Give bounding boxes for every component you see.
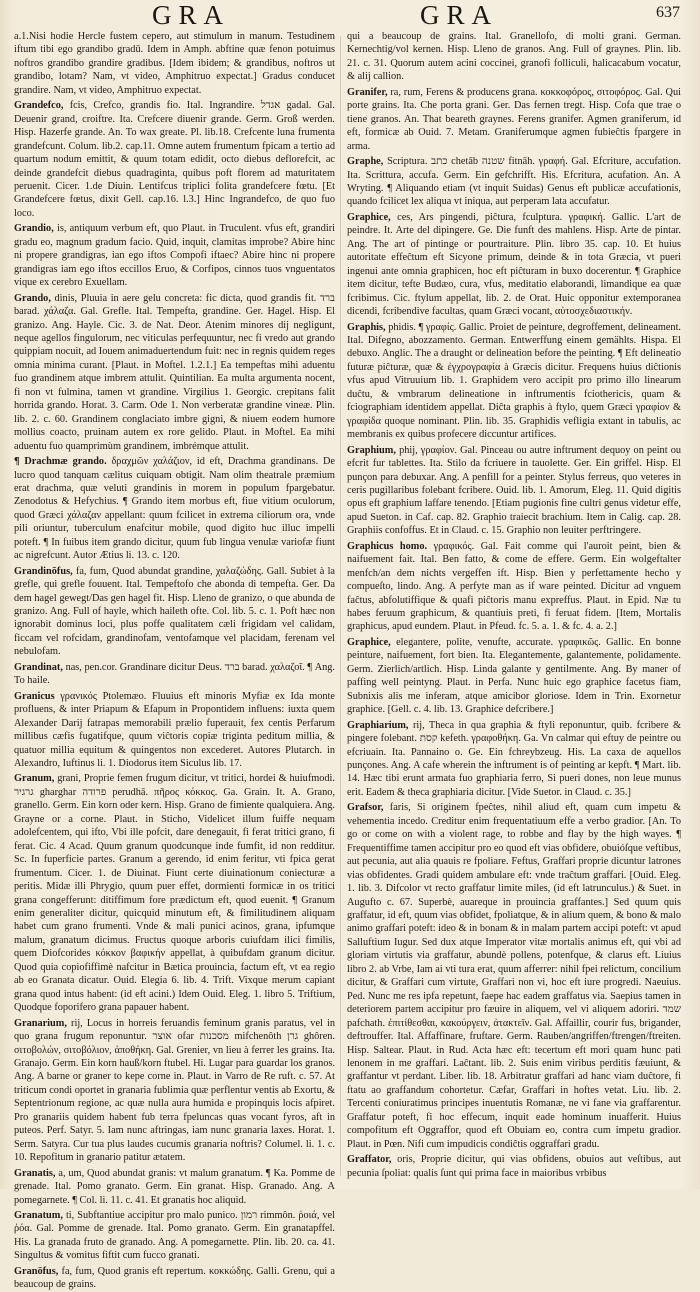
entry-text: a.1.Nisi hodie Hercle fustem cepero, aut stimulum in manum. Testudinem iftum tibi ego grandibo gradū. Idem in Amph. abftine quæ fenon potuimus noftros grandibo grandire gradibus. [Idem ibidem; & grandibus, noftros ut grandibo, lotam? Nam, vt video, Amphitruo expectat.] Gradus conducet grandire. Nam, vt video, Amphitruo expectat. <box>14 31 335 96</box>
entry-text: fa, fum, Quod granis eft repertum. κοκκώδης. Galli. Grenu, qui a beaucoup de grains. <box>14 1265 335 1291</box>
entry-headword: Grandefco, <box>14 100 64 112</box>
entry-text: ti, Subftantiue accipitur pro malo punico. רמון rimmôn. ῥοιά, vel ῥόα. Gal. Pomme de grenade. Ital. Pomo granato. Germ. Ein granatapffel. His. La granada fruto de granado. Ang. A pomegarnette. Plin. lib. 20. ca. 41. Singultus & vomitus fiftit cum fucco granati. <box>14 1209 335 1262</box>
left-column <box>14 30 336 1291</box>
entry-headword: Grandinat, <box>14 661 63 673</box>
entry-headword: Graphice, <box>347 636 391 648</box>
dictionary-entry <box>14 690 335 771</box>
dictionary-entry <box>347 801 681 1151</box>
entry-headword: Grando, <box>14 292 51 304</box>
dictionary-entry <box>347 30 681 84</box>
entry-headword: Granicus <box>14 690 55 702</box>
entry-headword: Grandio, <box>14 223 54 235</box>
entry-headword: Granōfus, <box>14 1265 59 1277</box>
entry-text: γρανικός Ptolemæo. Fluuius eft minoris Myfiæ ex Ida monte profluens, & inter Priapum & Efapum in Propontidem influens: iuxta quem Alexander Darij fatrapas memorabili prælio fuperauit, fex centis Perfarum millibus cæfis fugatifque, quum viĉtoris copiæ triginta peditum millia, & quatuor millia equitum & quingentos non excederet. Autores Plutarch. in Alexandro, Iuftinus li. 1. Diodorus item Siculus lib. 17. <box>14 690 335 770</box>
entry-text: elegantere, polite, venufte, accurate. γραφικῶς. Gallic. En bonne peinture, naifuement, fort bien. Ita. Elegantemente, galantemente, polidamente. Germ. Zierlich/artlich. Hisp. Linda galante y gentilmente. Ang. By maner of paffing well peintyng. Plaut. in Perfa. Nunc huic ego graphice facetus fiam, Subnixis alis me inferam, atque amicibor gloriose. Idem in Trin. Exornetur graphice. [Gell. c. 4. lib. 13. Graphice defcribere.] <box>347 636 682 716</box>
entry-headword: Granum, <box>14 773 55 785</box>
entry-text: is, antiquum verbum eft, quo Plaut. in Truculent. vfus eft, grandiri gradu eo, magnum gradum facio. Quid, inquit, clamitas improbe? Abire hinc ni propere grandigras, ian ego iftos Compofi iftaec? Abire hinc ni propere grandigras iam ego iftos eccillos Eruo, & Corfipos, cinnos tuos vnguentatos vique ex cerebro Exuellam. <box>14 223 335 289</box>
entry-text: δραχμῶν χαλάζιον, id eft, Drachma grandinans. De lucro quod tanquam cælitus cuiquam obtigit. Nam olim theatrale præmium erat drachma, quæ veluti grandinis in morem in populum fpargebatur. Zenodotus & Hefychius. ¶ Grando item morbus eft, fiue vitium oculorum, quod Græci χάλαζαν appellant: quum fcilicet in extrema ciliorum ora, vnde pili oriuntur, tuberculum enafcitur mobile, quod digito huc illuc impelli poteft. ¶ In fuibus item grando dicitur, quum fub lingua venulæ variofæ fiunt ac nigrefcunt. Autor Ætius li. 13. c. 120. <box>14 456 335 562</box>
dictionary-entry <box>14 222 335 289</box>
entry-text: γραφικός. Gal. Fait comme qui l'auroit peint, bien & naifuement fait. Ital. Ben fatto, & come de effere. Germ. Ein wolgeftalter menfch/an dem nichts vergeffen ift. Hisp. Bien y perfettamente hecho y compueſto, lindo. Ang. A perfyte man as if ware peinted. Dicitur ad vnguem faĉtus, abfolutiffique & quafi piĉtoris manu expreffus. Plaut. in Epid. Næ tu habes feruum graphicum, & quantiuis preti, fi feruat fidem. [Item, Mortalis graphicus, apud eundem. Plaut. in Pfeud. fc. 5. a. 1. & fc. 4. a. 2.] <box>347 540 681 633</box>
entry-text: faris, Si originem fpeĉtes, nihil aliud eft, quam cum impetu & vehementia incedo. Creditur enim frequentatiuum effe a verbo gradior. [An. To go or come on with a violent rage, to robbe and flay by the high wayes. ¶ Frequentiffime tamen accipitur pro eo quod eft vias obfidere, obuióſque veftibus, aut pecunia, aut alia quauis re fpoliare. Feftus, Graffari proprie dicuntur latrones vias obfidentes. Gradi quidem ambulare eft: vnde traĉtum graffari. [Ouid. Eleg. 1. lib. 3. Difcolor vt recto graffatur limite miles, (id eft latrunculus.) & Suet. in Augufto c. 67. Superbè, auareque in prouincia graffantes.] Sed quum quis graffatur, id eft, quum vias obfidet, fpoliatque, & in alium quem, & bono & malo animo graffari poteft: ideo & in bonam & in malam partem accipi poteft: vt apud Salluftium Iugur. Sed dux atque Imperator vitæ mortalis animus eft, qui vbi ad gloriam virtutis via graffatur, abundè pollens, potenfque, & clarus eft. Liuius libro 2. ab Vrbe, Iam ai vti tura erat, quum afferrer: nihil fpei relictum, concilium dicitur, & Graffari cum virtute, Graffari non vi, hoc eft iure progredi. Naeuius. Ped. Nunc me res ipfa repetunt, faepe hac eadem graffatus via. Saepius tamen in deteriorem partem accipitur pro fæuire in aliquem, vel vi aliquem adoriri. שמד pafchath. ἐπιτίθεσθαι, κακούργειν, ἀτακτεῖν. Gal. Affaillir, courir fus, brigander, deftrouffer. Ital. Affaffinare, fruftare. Germ. Rauben/angriffen/ftrengen/ftreiten. Hisp. Saltear. Plaut. in Rud. Acta hæc eft: tecertum eft mori quam hunc pati lenonem in me graffari. Laĉtant. lib. 2. Suis enim viribus perditis fæuiunt, & graffantur vt perdant. Liber. lib. 18. Arbitratur graffari ad hanc viam duĉtore, fi ftatu ao graffandum cohortetur. Cæfar, Graffari in hoftes vetat. Liu. lib. 2. Tercenti coniuratimus principes inuentutis Romanæ, ne vi fane via graffarentur. Graffatur poteft, fi hoc effecum, inquit eade hominum inuafferit. Huius compofitum eft Oggraffor, quod eft Obuiam eo, contra cum impetu gradior. Plaut. in Pœn. Nifi cum impudicis condiĉtis oggraffari gradu. <box>347 802 681 1150</box>
page-header <box>0 0 700 30</box>
entry-headword: Graphis, <box>347 321 386 333</box>
entry-text: phij, γραφίον. Gal. Pinceau ou autre inftrument dequoy on peint ou efcrit fur tablettes. Ita. Stilo da fcriuere in tauolette. Ger. Ein griffel. Hisp. El punçon para debuxar. Ang. A penfill for a peinter. Stylus ferreus, quo veteres in ceris pugillaribus folebant fcribere. Ouid. lib. 1. Amorum, Eleg. 11. Quid digitis opus eft graphium laffare tenendo. [Etiam pugionis fine cultri genus videtur effe, apud Sueton. in Caf. cap. 82. Graphio traiecit brachium. Item in Calig. cap. 28. Graphiis confoffus. Et in Claud. c. 15. Graphio non leuiter perftringere. <box>347 444 681 537</box>
entry-text: ra, rum, Ferens & producens grana. κοκκοφόρος, σιτοφόρος. Gal. Qui porte grains. Ita. Che porta grani. Ger. Das fernen tregt. Hisp. Cofa que trae o tiene granos. An. That beareth graynes. Ferens granifer. Agmen graniferum, id eft, formicæ ab Ouid. 7. Metam. Graniferumque agmen fubieĉtis fpargere in arma. <box>347 86 681 152</box>
entry-headword: ¶ Drachmæ grando. <box>14 456 107 468</box>
dictionary-entry <box>14 1017 335 1165</box>
entry-text: grani, Proprie femen frugum dicitur, vt tritici, hordei & huiufmodi. גרגיר gharghar פרודה perudhā. πῆρος κόκκος. Ga. Grain. It. A. Grano, granello. Germ. Ein korn oder kern. Hisp. Grano de fimiente qualquiera. Ang. Grayne or a corne. Plaut. in Sticho, Videlicet illum fuiffe nequam adolefcentem, qui ifto, Vbi ille pofcit, dare denegauit, fi ferat tritici grano, fi ferat. Cic. 4 Acad. Quum granum quodcunque inde fumfit, id non redditur. Sc. In fuperficie partes. Granum a gerendo, id enim feritur, vti fpica gerat frumentum. Cicer. 1. de Diuinat. Fiunt certe diuinationum coniecturæ a peritis. Midæ illi Phrygio, quum puer effet, dormienti formicæ in os tritici grana congefferunt: ditiffimum fore prædictum eft, quod euenit. ¶ Granum enim generaliter dicitur, quicquid minutum eft, & fimilitudinem aliquam habet cum grano frumenti. Vnde & mali punici acinos, grana, ipfumque malum, granatum dicimus. Fructus quoque arboris cuiufdam ilici fimilis, quem Diofcorides κόκκον βαφικήν appellat, à quibufdam granum dicitur. Quod quia copiofiffimè nafcitur in Bætica prouincia, factum eft, vt ea regio ab eo Granata dicatur. Ouid. Elegia 6. lib. 4. Trift. Vixque merum capiant grana quod intus habent: (id eft acini.) Idem Ouid. Eleg. 1. libro 5. Triftium, Quodque foporifero grana papauer habent. <box>14 773 335 1014</box>
entry-text: fa, fum, Quod abundat grandine, χαλαζώδης. Gall. Subiet à la grefle, qui grefle fouuent. Ital. Tempeftofo che abonda di tempefta. Ger. Da dem hagel gewegt/Das gen hagel fit. Hisp. Lleno de granizo, o que abundа de granizo. Ang. Full of hayle, which haileth ofte. Col. lib. 5. c. 1. Poft hæc non ignorabit dominus loci, plus poffe qualitatem cæli frigidam vel calidam, ficcam vel rofcidam, grandinofam, ventofamque vel placidam, ferenam vel nebulofam. <box>14 565 336 658</box>
dictionary-entry <box>14 565 335 659</box>
entry-headword: Granatis, <box>14 1167 56 1179</box>
dictionary-entry <box>14 661 335 688</box>
running-head-left: GRA <box>152 0 231 30</box>
entry-headword: Graffator, <box>347 1154 392 1166</box>
entry-text: Scriptura. כתב chetāb שטנה fitnāh. γραφή. Gal. Efcriture, accufation. Ita. Scrittura, accufa. Germ. Ein gefchrifft. His. Efcritura, acufation. An. A Wryting. ¶ Aliquando etiam (vt inquit Suidas) Genus eft publicæ accufationis, quando fcilicet lex aliqua vt iniqua, aut perperam lata accufatur. <box>347 156 681 208</box>
entry-headword: Graphe, <box>347 156 384 168</box>
dictionary-entry <box>14 292 335 453</box>
running-head-right: GRA <box>420 0 499 30</box>
entry-headword: Grafsor, <box>347 802 384 814</box>
dictionary-entry <box>14 99 335 220</box>
dictionary-entry <box>347 155 681 209</box>
dictionary-entry <box>14 1167 335 1207</box>
entry-text: phidis. ¶ γραφίς. Gallic. Proiet de peinture, degroffement, delineament. Ital. Difegno, abozzamento. German. Entwerffung einem gemählts. Hispa. El debuxo. Anglic. The a draught or delineation before the peinting. ¶ Eft delineatio futuræ piĉturæ, quæ & ἐγχρογραφία à Græcis dicitur. Frequens huius diĉtionis vfus apud Vitruuium lib. 1. Graphidem vero accipit pro primo illo linearum duĉtu, & vmbrarum delineatione in inftrumentis fciothericis, quam & fciographiam identidem appellat. Diĉta graphis à ftylo, quem Græci γραφίον & γραφίδα quoque nominant. Plin. lib. 35. Graphidis vefligia extant in tabulis, ac membranis ex quibus profecere diccuntur artifices. <box>347 321 681 441</box>
dictionary-entry <box>14 1209 335 1263</box>
entry-text: fcis, Crefco, grandis fio. Ital. Ingrandire. אגדל gadal. Gal. Deuenir grand, croiftre. Ita. Crefcere diuenir grande. Germ. Groß werden. Hisp. Hazerfe grande. An. To wax greate. Pl. lib.18. Crefcente luna frumenta grandefcunt. Colum. lib.2. cap.11. Omne autem frumentum fpicam a tertio ad quartum nodum emittit, & quum totam edidit, octo diebus deflorefcit, ac deinde grandefcit diebus quadraginta, quibus poft florem ad maturitatem peruenit. Cicer. 1.de Diuin. Lentifcus triplici folita grandefcere fœtu. [Et Grandefcere fœtus, dixit Gell. cap.16. l.3.] Hinc Ingrandefco, de quo fuo loco. <box>14 100 335 219</box>
dictionary-entry <box>347 211 681 319</box>
entry-headword: Granatum, <box>14 1209 63 1221</box>
dictionary-entry <box>347 719 681 800</box>
dictionary-entry <box>14 1265 335 1292</box>
entry-headword: Graphium, <box>347 444 396 456</box>
dictionary-entry <box>347 636 681 717</box>
entry-text: qui a beaucoup de grains. Ital. Granellofo, di molti grani. German. Kernechtig/vol kernen. Hisp. Lleno de granos. Ang. Full of graynes. Plin. lib. 21. c. 31. Quorum autem acini coccinei, granofi folliculi, halicacabum vocatur, & alij callion. <box>347 31 681 83</box>
column-divider <box>340 36 341 1176</box>
entry-headword: Graphice, <box>347 211 391 223</box>
entry-text: oris, Proprie dicitur, qui vias obfidens, obuios aut veſtibus, aut pecunia ſpoliat: qualis ſunt qui prima face in maioribus vrbibus <box>347 1154 681 1179</box>
page-number: 637 <box>656 4 680 21</box>
dictionary-entry <box>14 30 335 97</box>
dictionary-entry <box>14 455 335 563</box>
entry-headword: Graphicus homo. <box>347 540 428 552</box>
entry-text: rij, Locus in horreis feruandis feminum granis paratus, vel in quo grana frugum reponuntur. אוצר ofar מסכנות mifchenôth גרן ghôren. σιτοβολών, σιτοβόλιον, ἀποθήκη. Gal. Grenier, vn lieu à ferrer les grains. Ita. Granajo. Germ. Ein korn hauß/korn ftubel. Hi. Lugar para guardar los granos. Ang. A barne or graner to kepe corne in. Plaut. in Varro de Re ruft. c. 57. At triticum condi oportet in granaria fublimia quæ perflentur ventis ab Exortu, & Septentrionum regione, ac quæ nulla aura humida e propinquis locis afpiret. Pro granariis quidem habent fub terra fpeluncas quas vocant fyros, aft in puteos. Perf. Satyr. 5. Iam nunc aftringas, iam nunc granaria laxes. Horat. 1. Serm. Satyra. Cur tua plus laudes cucumis granaria noftris? Columel. li. 1. c. 10. Repofitum in granario patitur ætatem. <box>14 1017 335 1164</box>
entry-headword: Granarium, <box>14 1017 67 1029</box>
entry-headword: Graphiarium, <box>347 719 409 731</box>
dictionary-entry <box>347 321 681 442</box>
dictionary-entry <box>347 444 681 538</box>
dictionary-entry <box>14 772 335 1014</box>
entry-text: rij, Theca in qua graphia & ftyli reponuntur, quib. fcribere & pingere folebant. קסת kefeth. γραφοθήκη. Ga. Vn calmar qui eftuy de peintre ou efcriuain. Ita. Pannaino o. Ge. Ein fchreybzeug. His. La caxa de aquellos punçones. Ang. A cafe wherein the inftrument is of peinting ar kepft. ¶ Mart. lib. 14. Hæc tibi erunt armata fuo graphiaria ferro, Si pueri dones, non leue munus erit. Eadem & theca graphiaria dicitur. [Vide Suetor. in Claud. c. 35.] <box>347 719 682 798</box>
entry-headword: Granifer, <box>347 86 388 98</box>
dictionary-entry <box>347 540 681 634</box>
right-column <box>347 30 681 1180</box>
entry-text: nas, pen.cor. Grandinare dicitur Deus. ברד barad. χαλαζοῖ. ¶ Ang. To haile. <box>14 661 335 687</box>
entry-text: a, um, Quod abundat granis: vt malum granatum. ¶ Ka. Pomme de grenade. Ital. Pomo granato. Germ. Ein granat. Hisp. Granado. Ang. A pomegarnete. ¶ Col. li. 11. c. 41. Et granatis hoc aliquid. <box>14 1167 335 1206</box>
dictionary-entry <box>347 1153 681 1180</box>
entry-text: dinis, Pluuia in aere gelu concreta: fic dicta, quod grandis fit. ברד barad. χάλαζα. Gal. Grefle. Ital. Tempefta, grandine. Ger. Hagel. Hisp. El granizo. Ang. Hayle. Cic. 3. de Nat. Deor. Atenim minores dij negligunt, neque agellos fingulorum, nec viticulas perfequuntur, nec fi vredo aut grando quippiam nocuit, ad Iouem animaduertendum fuit: nec in regnis quidem reges omnia minima curant. [Plaut. in Moftel. 1.2.1.] Ea tempeftas mihi aduentu fuo grandinem atque imbrem attulit. Quintilian. Ea multa argumenta nocent, fi non vt fulmina, tamen vt grandine. Virgilius 1. Georgic. crepitans falit horrida grando. Horat. 3. Carm. Ode 1. Non verberatæ grandine vineæ. Plin. lib. 2. c. 60. Grandinem conglaciato imbre gigni, & niuem eodem humore mollius coacto, pruinam autem ex rore gelido. Plaut. in Moftel. Ea mihi aduentu fuo quamprimùm grandinem, imbrémque attulit. <box>14 292 335 452</box>
entry-text: ces, Ars pingendi, piĉtura, fculptura. γραφική. Gallic. L'art de peindre. It. Arte del dipingere. Ge. Die funft des mahlens. Hisp. Arte de pintar. Ang. The art of pintinge or pourtraiture. Plin. libro 35. cap. 10. Et huius autoritate effeĉtum eft Sicyone primum, deinde & in tota Græcia, vt pueri ingenui ante omnia graphicen, hoc eft piĉturam in buxo docerentur. ¶ Graphice item dicitur, tefte Budæo, cura, vfus, meditatio elaborandi, limandique ea quæ fcribimus. Cic. ftylum appellat, lib. 2. de Orat. Huic opponitur extemporanea dicendi, fcribendive facultas, quam Græci vocant, αὐτοσχεδιαστικήν. <box>347 211 682 318</box>
dictionary-entry <box>347 86 681 153</box>
entry-headword: Grandinōfus, <box>14 565 73 577</box>
